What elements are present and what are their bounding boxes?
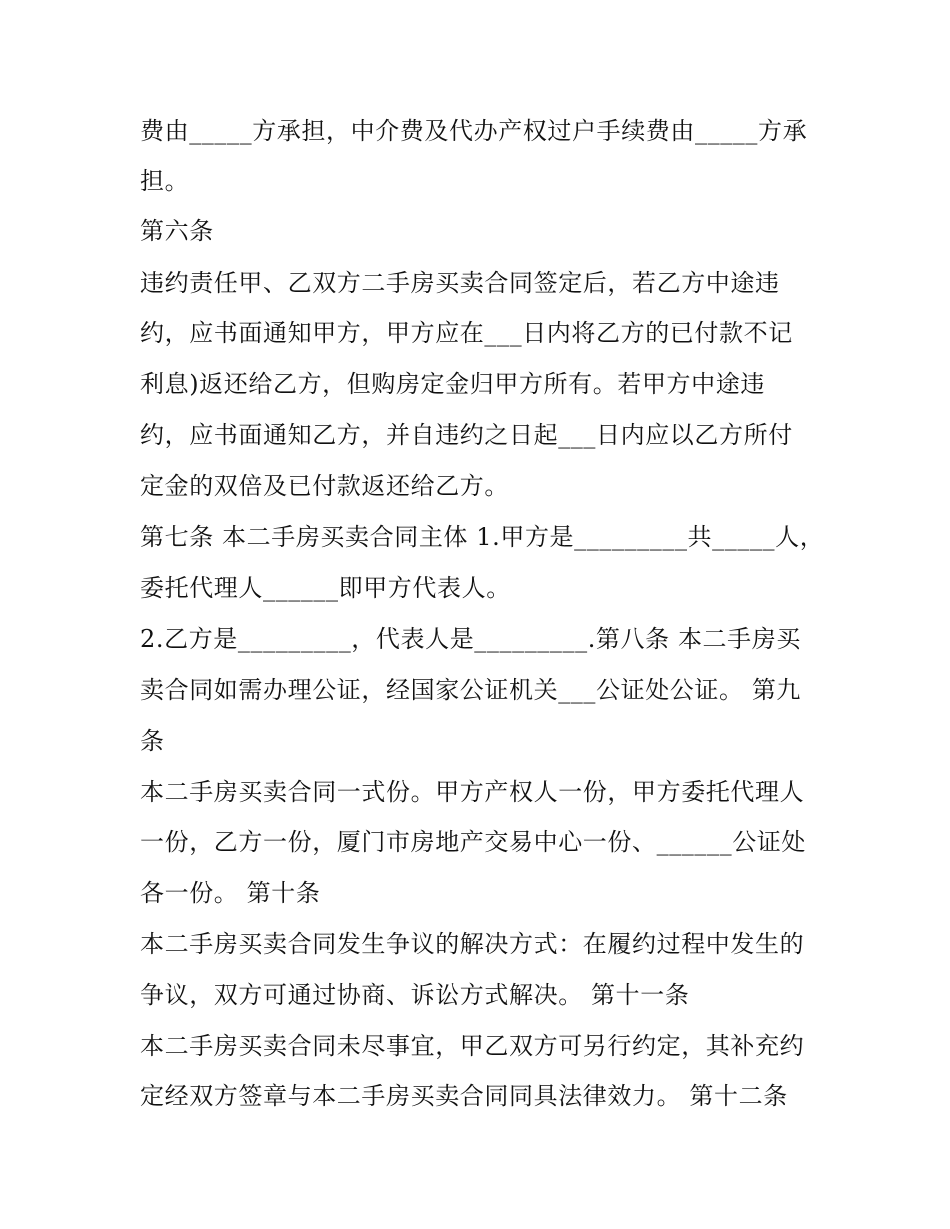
text-line: 定经双方签章与本二手房买卖合同同具法律效力。 第十二条 bbox=[140, 1082, 788, 1110]
section-heading: 第六条 bbox=[140, 217, 214, 245]
text-line: 卖合同如需办理公证，经国家公证机关___公证处公证。 第九 bbox=[140, 676, 802, 704]
text-line: 利息)返还给乙方，但购房定金归甲方所有。若甲方中途违 bbox=[140, 370, 765, 398]
text-line: 定金的双倍及已付款返还给乙方。 bbox=[140, 472, 509, 500]
text-line: 各一份。 第十条 bbox=[140, 879, 321, 907]
text-line: 一份，乙方一份，厦门市房地产交易中心一份、______公证处 bbox=[140, 828, 806, 856]
text-line: 条 bbox=[140, 727, 165, 755]
text-line: 第七条 本二手房买卖合同主体 1.甲方是_________共_____人， bbox=[140, 523, 825, 551]
text-line: 违约责任甲、乙双方二手房买卖合同签定后，若乙方中途违 bbox=[140, 269, 780, 297]
text-line: 约，应书面通知乙方，并自违约之日起___日内应以乙方所付 bbox=[140, 421, 793, 449]
text-line: 本二手房买卖合同发生争议的解决方式：在履约过程中发生的 bbox=[140, 930, 805, 958]
text-line: 2.乙方是_________，代表人是_________.第八条 本二手房买 bbox=[140, 625, 801, 653]
text-line: 争议，双方可通过协商、诉讼方式解决。 第十一条 bbox=[140, 981, 690, 1009]
text-line: 委托代理人______即甲方代表人。 bbox=[140, 574, 511, 602]
text-line: 本二手房买卖合同一式份。甲方产权人一份，甲方委托代理人 bbox=[140, 778, 805, 806]
text-line: 费由_____方承担，中介费及代办产权过户手续费由_____方承 bbox=[140, 117, 808, 145]
text-line: 本二手房买卖合同未尽事宜，甲乙双方可另行约定，其补充约 bbox=[140, 1032, 805, 1060]
text-line: 担。 bbox=[140, 167, 190, 195]
text-line: 约，应书面通知甲方，甲方应在___日内将乙方的已付款不记 bbox=[140, 319, 793, 347]
